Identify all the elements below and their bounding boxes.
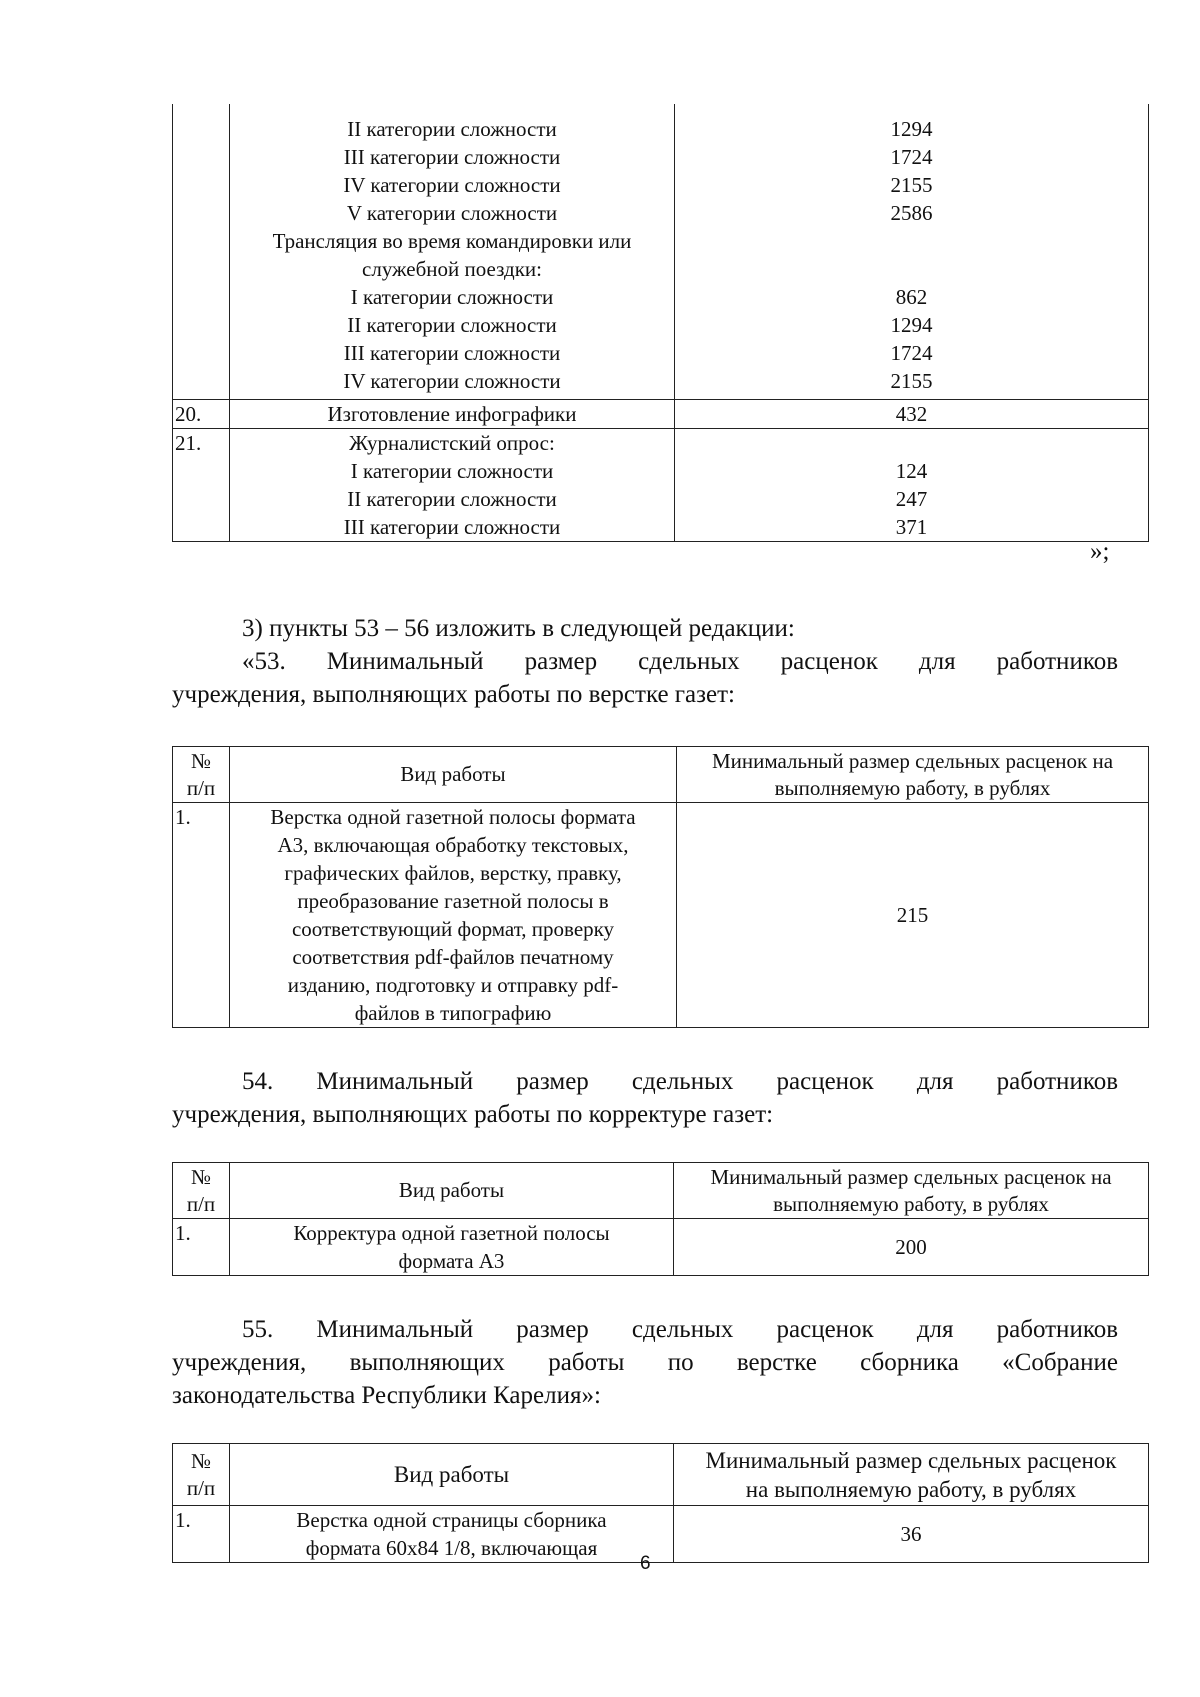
header-work-cell — [230, 1163, 674, 1219]
num-cell — [173, 429, 230, 542]
header-num-cell — [173, 747, 230, 803]
work-cell — [230, 429, 675, 542]
work-cell — [230, 400, 675, 429]
work-line: формата 60х84 1/8, включающая — [305, 1536, 598, 1560]
work-cell — [230, 1506, 674, 1563]
price-value: 36 — [900, 1522, 922, 1546]
table-row — [173, 429, 1149, 542]
price-value: 2155 — [890, 369, 933, 393]
work-line: изданию, подготовку и отправку pdf- — [287, 973, 619, 997]
price-value — [675, 255, 1148, 283]
price-value: 1294 — [890, 117, 933, 141]
price-value: 200 — [895, 1235, 927, 1259]
row-number: 1. — [175, 805, 191, 829]
work-line: III категории сложности — [343, 341, 561, 365]
paragraph-54 — [172, 1065, 1118, 1131]
num-cell — [173, 1219, 230, 1276]
table-row — [173, 104, 1149, 400]
work-cell — [230, 104, 675, 400]
work-line: IV категории сложности — [343, 173, 561, 197]
header-text: п/п — [186, 1191, 216, 1216]
price-cell — [675, 104, 1149, 400]
price-value: 2155 — [890, 173, 933, 197]
row-number: 20. — [175, 402, 202, 426]
price-value — [675, 227, 1148, 255]
price-value: 1294 — [890, 313, 933, 337]
work-line: соответствующий формат, проверку — [291, 917, 615, 941]
work-line: Корректура одной газетной полосы — [293, 1221, 610, 1245]
work-line: II категории сложности — [347, 487, 557, 511]
price-cell — [674, 1219, 1149, 1276]
num-cell — [173, 803, 230, 1028]
num-cell — [173, 400, 230, 429]
page-number: 6 — [640, 1553, 651, 1574]
price-value: 124 — [895, 459, 928, 483]
price-cell — [677, 803, 1149, 1028]
paragraph-55 — [172, 1313, 1118, 1412]
row-number: 1. — [175, 1508, 191, 1532]
header-price-cell — [677, 747, 1149, 803]
header-text: на выполняемую работу, в рублях — [745, 1476, 1077, 1502]
work-line: соответствия pdf-файлов печатному — [292, 945, 614, 969]
header-text: № — [190, 1164, 212, 1189]
header-text: Минимальный размер сдельных расценок на — [710, 1164, 1112, 1189]
header-text: п/п — [186, 1475, 216, 1500]
header-text: Вид работы — [400, 762, 506, 786]
table-row — [173, 1506, 1149, 1563]
table-row — [173, 1219, 1149, 1276]
price-value: 2586 — [890, 201, 933, 225]
work-line: Изготовление инфографики — [327, 402, 577, 426]
work-line: Трансляция во время командировки или — [272, 229, 632, 253]
price-value — [675, 429, 1148, 457]
paragraph-53 — [172, 645, 1118, 711]
work-line: Журналистский опрос: — [349, 431, 555, 455]
work-line: II категории сложности — [347, 117, 557, 141]
work-line: III категории сложности — [343, 515, 561, 539]
table-header-row — [173, 1163, 1149, 1219]
paragraph-line: учреждения, выполняющих работы по верстке газет: — [172, 681, 736, 708]
work-line: Верстка одной газетной полосы формата — [270, 805, 636, 829]
work-line: IV категории сложности — [343, 369, 561, 393]
closing-quote: »; — [1090, 538, 1110, 565]
paragraph-line: 54. Минимальный размер сдельных расценок для работников — [242, 1068, 1118, 1095]
num-cell — [173, 1506, 230, 1563]
table-55 — [172, 1443, 1149, 1563]
work-line: I категории сложности — [350, 459, 554, 483]
row-number: 1. — [175, 1221, 191, 1245]
price-value: 371 — [895, 515, 928, 539]
paragraph-line: 55. Минимальный размер сдельных расценок для работников — [242, 1316, 1118, 1343]
header-text: Вид работы — [393, 1462, 510, 1487]
price-value: 247 — [895, 487, 928, 511]
num-cell — [173, 104, 230, 400]
header-num-cell — [173, 1163, 230, 1219]
table-header-row — [173, 1444, 1149, 1506]
paragraph-line: 3) пункты 53 – 56 изложить в следующей редакции: — [242, 615, 795, 642]
work-line: I категории сложности — [350, 285, 554, 309]
work-line: преобразование газетной полосы в — [297, 889, 609, 913]
header-num-cell — [173, 1444, 230, 1506]
header-price-cell — [674, 1163, 1149, 1219]
work-line: файлов в типографию — [354, 1001, 552, 1025]
header-text: выполняемую работу, в рублях — [774, 775, 1051, 800]
header-text: выполняемую работу, в рублях — [773, 1191, 1049, 1216]
work-line: формата А3 — [398, 1249, 505, 1273]
price-cell — [675, 400, 1149, 429]
work-line: А3, включающая обработку текстовых, — [277, 833, 629, 857]
work-line: служебной поездки: — [362, 257, 542, 281]
header-text: № — [190, 748, 212, 773]
top-table — [172, 104, 1149, 542]
header-work-cell — [230, 747, 677, 803]
row-number: 21. — [175, 431, 202, 455]
price-value: 1724 — [890, 145, 933, 169]
header-text: Минимальный размер сдельных расценок — [705, 1447, 1117, 1473]
header-text: Минимальный размер сдельных расценок на — [711, 748, 1114, 773]
price-value: 215 — [896, 903, 929, 927]
work-line: V категории сложности — [346, 201, 558, 225]
paragraph-line: «53. Минимальный размер сдельных расценок для работников — [242, 648, 1118, 675]
table-54 — [172, 1162, 1149, 1276]
header-text: № — [190, 1448, 212, 1473]
header-text: п/п — [186, 775, 216, 800]
table-row — [173, 803, 1149, 1028]
price-value: 432 — [895, 402, 928, 426]
work-line: II категории сложности — [347, 313, 557, 337]
work-line: III категории сложности — [343, 145, 561, 169]
paragraph-line: законодательства Республики Карелия»: — [172, 1382, 601, 1409]
paragraph-line: учреждения, выполняющих работы по корректуре газет: — [172, 1101, 774, 1128]
work-cell — [230, 803, 677, 1028]
table-header-row — [173, 747, 1149, 803]
table-53 — [172, 746, 1149, 1028]
work-line: графических файлов, верстку, правку, — [284, 861, 622, 885]
table-row — [173, 400, 1149, 429]
header-price-cell — [674, 1444, 1149, 1506]
header-work-cell — [230, 1444, 674, 1506]
paragraph-line: учреждения, выполняющих работы по верстке сборника «Собрание — [172, 1349, 1118, 1376]
price-cell — [675, 429, 1149, 542]
price-cell — [674, 1506, 1149, 1563]
item-3-text — [172, 612, 1118, 645]
price-value: 1724 — [890, 341, 933, 365]
work-cell — [230, 1219, 674, 1276]
header-text: Вид работы — [398, 1178, 505, 1202]
work-line: Верстка одной страницы сборника — [296, 1508, 607, 1532]
price-value: 862 — [895, 285, 928, 309]
